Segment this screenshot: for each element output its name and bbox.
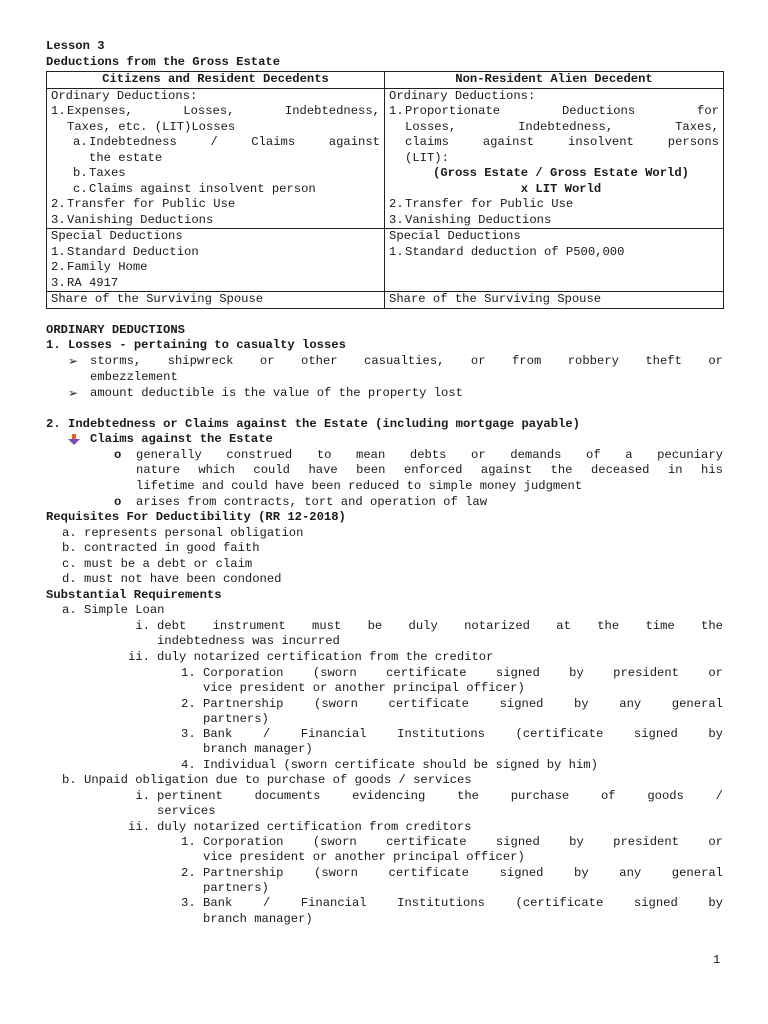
list-text: Corporation (sworn certificate signed by president or bbox=[203, 666, 723, 680]
deductions-table bbox=[46, 71, 724, 309]
list-text-cont: vice president or another principal officer) bbox=[203, 681, 525, 695]
section-1-number: 1. bbox=[46, 338, 61, 352]
list-item-title: Unpaid obligation due to purchase of goods / services bbox=[84, 773, 472, 787]
list-subitem-cont: the estate bbox=[89, 150, 163, 165]
list-item: 3. Vanishing Deductions bbox=[389, 212, 552, 227]
list-subitem: c. Claims against insolvent person bbox=[73, 181, 316, 196]
roman-num: i. bbox=[135, 619, 150, 633]
page-number: 1 bbox=[713, 953, 721, 967]
list-item: b. contracted in good faith bbox=[62, 541, 260, 555]
list-num: 4. bbox=[181, 758, 196, 772]
list-text-cont: services bbox=[157, 804, 216, 818]
list-text: duly notarized certification from the creditor bbox=[157, 650, 494, 664]
substantial-heading: Substantial Requirements bbox=[46, 588, 222, 602]
table-header-row bbox=[47, 72, 724, 89]
list-num: 3. bbox=[181, 896, 196, 910]
list-text: pertinent documents evidencing the purchase of goods / bbox=[157, 789, 723, 803]
bullet-text-cont: nature which could have been enforced against the deceased in his bbox=[136, 463, 723, 477]
arrow-bullet-icon: ➢ bbox=[68, 386, 79, 400]
cell-heading: Ordinary Deductions: bbox=[51, 88, 198, 103]
bullet-text: storms, shipwreck or other casualties, or from robbery theft or bbox=[90, 354, 723, 368]
list-item: a. bbox=[62, 603, 77, 617]
list-text-cont: branch manager) bbox=[203, 912, 313, 926]
subsection-title: Claims against the Estate bbox=[90, 432, 273, 446]
table-row-special bbox=[47, 229, 724, 292]
list-text: duly notarized certification from creditors bbox=[157, 820, 472, 834]
section-heading-ordinary: ORDINARY DEDUCTIONS bbox=[46, 323, 185, 337]
list-num: 3. bbox=[181, 727, 196, 741]
list-item-cont: Taxes, etc. (LIT)Losses bbox=[67, 119, 236, 134]
page-title: Deductions from the Gross Estate bbox=[46, 55, 281, 69]
bullet-text: amount deductible is the value of the property lost bbox=[90, 386, 463, 400]
table-row-ordinary bbox=[47, 88, 724, 229]
cell-citizens-spouse: Share of the Surviving Spouse bbox=[47, 292, 385, 309]
cell-nonresident-spouse: Share of the Surviving Spouse bbox=[385, 292, 724, 309]
circle-bullet-icon: o bbox=[114, 448, 122, 462]
list-item: 2. Transfer for Public Use bbox=[51, 197, 236, 211]
list-text: Bank / Financial Institutions (certificate signed by bbox=[203, 896, 723, 910]
list-item: c. must be a debt or claim bbox=[62, 557, 253, 571]
formula-line: (Gross Estate / Gross Estate World) bbox=[433, 166, 689, 180]
circle-bullet-icon: o bbox=[114, 495, 122, 509]
bullet-text-cont: embezzlement bbox=[90, 370, 178, 384]
formula-line: x LIT World bbox=[520, 181, 602, 196]
list-text: Corporation (sworn certificate signed by president or bbox=[203, 835, 723, 849]
list-item: 1. Standard deduction of P500,000 bbox=[389, 244, 625, 259]
col-header-nonresident: Non-Resident Alien Decedent bbox=[385, 72, 724, 89]
list-item: 2. Transfer for Public Use bbox=[389, 197, 574, 211]
arrow-bullet-icon: ➢ bbox=[68, 354, 79, 368]
bullet-text: generally construed to mean debts or demands of a pecuniary bbox=[136, 448, 723, 462]
list-num: 2. bbox=[181, 866, 196, 880]
list-text: Partnership (sworn certificate signed by any general bbox=[203, 866, 723, 880]
section-2-number: 2. bbox=[46, 417, 61, 431]
list-subitem: a. Indebtedness / Claims against bbox=[73, 135, 380, 149]
list-text: Bank / Financial Institutions (certificate signed by bbox=[203, 727, 723, 741]
list-text-cont: partners) bbox=[203, 881, 269, 895]
cell-heading: Special Deductions bbox=[389, 229, 521, 243]
list-item: 2. Family Home bbox=[51, 260, 148, 274]
cell-citizens-special bbox=[47, 229, 385, 292]
list-item-title: Simple Loan bbox=[84, 603, 165, 617]
list-item: b. bbox=[62, 773, 77, 787]
bullet-text: arises from contracts, tort and operation of law bbox=[136, 495, 488, 509]
section-1-title: Losses - pertaining to casualty losses bbox=[68, 338, 346, 352]
list-num: 1. bbox=[181, 666, 196, 680]
list-text-cont: branch manager) bbox=[203, 742, 313, 756]
list-item-cont: Losses, Indebtedness, Taxes, bbox=[405, 119, 719, 134]
cell-nonresident-ordinary bbox=[385, 88, 724, 229]
list-item: 1. Proportionate Deductions for bbox=[389, 104, 719, 118]
bullet-text-cont: lifetime and could have been reduced to simple money judgment bbox=[136, 479, 583, 493]
list-item: 3. RA 4917 bbox=[51, 275, 119, 290]
lesson-label: Lesson 3 bbox=[46, 39, 105, 53]
list-text-cont: indebtedness was incurred bbox=[157, 634, 340, 648]
table-row-spouse bbox=[47, 292, 724, 309]
down-arrow-icon bbox=[68, 434, 80, 446]
roman-num: i. bbox=[135, 789, 150, 803]
col-header-citizens: Citizens and Resident Decedents bbox=[47, 72, 385, 89]
list-num: 2. bbox=[181, 697, 196, 711]
list-text: Partnership (sworn certificate signed by any general bbox=[203, 697, 723, 711]
list-text: debt instrument must be duly notarized at the time the bbox=[157, 619, 723, 633]
cell-heading: Ordinary Deductions: bbox=[389, 88, 536, 103]
list-item: 3. Vanishing Deductions bbox=[51, 212, 214, 227]
roman-num: ii. bbox=[128, 820, 150, 834]
cell-citizens-ordinary bbox=[47, 88, 385, 229]
list-item-cont: claims against insolvent persons bbox=[405, 135, 719, 149]
cell-nonresident-special bbox=[385, 229, 724, 292]
list-text-cont: vice president or another principal officer) bbox=[203, 850, 525, 864]
list-item: a. represents personal obligation bbox=[62, 526, 304, 540]
list-item-cont: (LIT): bbox=[405, 150, 449, 165]
list-subitem: b. Taxes bbox=[73, 166, 126, 180]
list-item: 1. Standard Deduction bbox=[51, 244, 199, 259]
cell-heading: Special Deductions bbox=[51, 229, 183, 243]
roman-num: ii. bbox=[128, 650, 150, 664]
list-text-cont: partners) bbox=[203, 712, 269, 726]
list-item: 1. Expenses, Losses, Indebtedness, bbox=[51, 104, 380, 118]
list-text: Individual (sworn certificate should be signed by him) bbox=[203, 758, 598, 772]
list-num: 1. bbox=[181, 835, 196, 849]
requisites-heading: Requisites For Deductibility (RR 12-2018) bbox=[46, 510, 346, 524]
section-2-title: Indebtedness or Claims against the Estate (including mortgage payable) bbox=[68, 417, 580, 431]
list-item: d. must not have been condoned bbox=[62, 572, 282, 586]
